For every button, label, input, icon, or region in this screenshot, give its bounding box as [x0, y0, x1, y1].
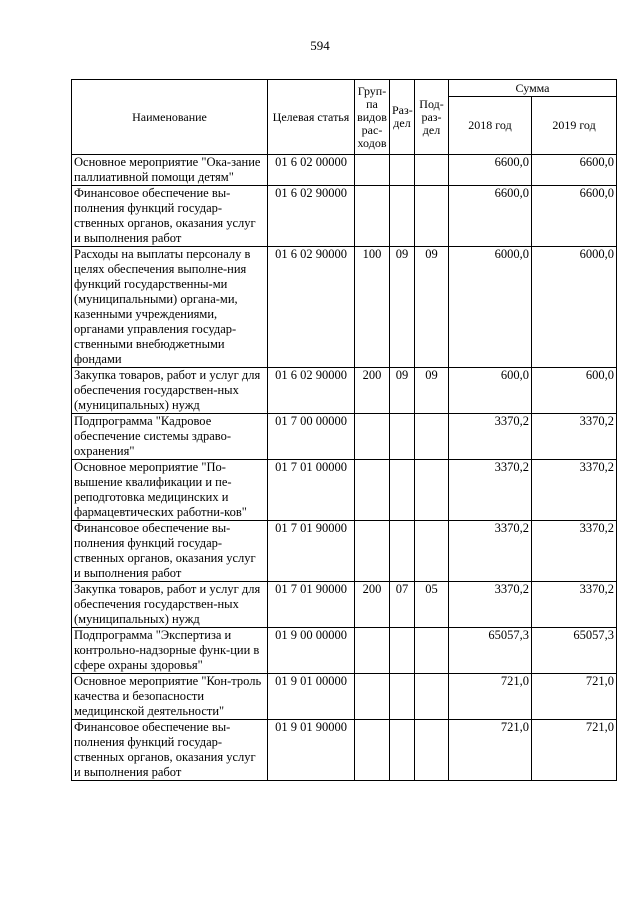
cell-target-code: 01 6 02 90000 — [268, 368, 355, 414]
table-row — [72, 674, 617, 720]
cell-target-code: 01 9 00 00000 — [268, 628, 355, 674]
table-row — [72, 521, 617, 582]
cell-sum-2019: 65057,3 — [532, 628, 617, 674]
cell-target-code: 01 6 02 90000 — [268, 247, 355, 368]
cell-sum-2018: 6600,0 — [449, 186, 532, 247]
header-razdel: Раз-дел — [390, 80, 415, 155]
cell-target-code: 01 7 01 90000 — [268, 582, 355, 628]
cell-sum-2019: 600,0 — [532, 368, 617, 414]
cell-podrazdel — [415, 674, 449, 720]
cell-name: Финансовое обеспечение вы-полнения функций государ-ственных органов, оказания услуг и выполнения работ — [72, 720, 268, 781]
header-vid: Груп-па видов рас-ходов — [355, 80, 390, 155]
cell-vid — [355, 628, 390, 674]
cell-sum-2019: 3370,2 — [532, 582, 617, 628]
cell-sum-2019: 6600,0 — [532, 186, 617, 247]
cell-podrazdel — [415, 720, 449, 781]
cell-razdel — [390, 155, 415, 186]
cell-target-code: 01 7 01 00000 — [268, 460, 355, 521]
cell-sum-2018: 3370,2 — [449, 414, 532, 460]
cell-podrazdel — [415, 521, 449, 582]
cell-vid — [355, 155, 390, 186]
cell-razdel — [390, 628, 415, 674]
table-row — [72, 720, 617, 781]
cell-razdel: 09 — [390, 247, 415, 368]
cell-podrazdel — [415, 414, 449, 460]
cell-sum-2018: 6000,0 — [449, 247, 532, 368]
cell-target-code: 01 9 01 00000 — [268, 674, 355, 720]
cell-sum-2018: 65057,3 — [449, 628, 532, 674]
cell-target-code: 01 7 00 00000 — [268, 414, 355, 460]
cell-sum-2018: 3370,2 — [449, 582, 532, 628]
table-row — [72, 582, 617, 628]
cell-name: Расходы на выплаты персоналу в целях обеспечения выполне-ния функций государственны-ми (муниципальными) органа-ми, казенными учреждениями, органами управления государ-ственными внебюджетными фондами — [72, 247, 268, 368]
cell-razdel: 09 — [390, 368, 415, 414]
cell-vid — [355, 674, 390, 720]
cell-vid — [355, 414, 390, 460]
header-podrazdel: Под-раз-дел — [415, 80, 449, 155]
cell-podrazdel: 09 — [415, 247, 449, 368]
cell-sum-2018: 721,0 — [449, 674, 532, 720]
cell-name: Основное мероприятие "Кон-троль качества и безопасности медицинской деятельности" — [72, 674, 268, 720]
cell-razdel — [390, 414, 415, 460]
cell-razdel — [390, 720, 415, 781]
cell-vid — [355, 521, 390, 582]
table-row — [72, 247, 617, 368]
table-body — [72, 155, 617, 781]
cell-sum-2019: 721,0 — [532, 674, 617, 720]
cell-name: Закупка товаров, работ и услуг для обеспечения государствен-ных (муниципальных) нужд — [72, 368, 268, 414]
cell-vid — [355, 186, 390, 247]
table-row — [72, 414, 617, 460]
table-row — [72, 368, 617, 414]
cell-razdel — [390, 460, 415, 521]
cell-podrazdel — [415, 628, 449, 674]
cell-name: Подпрограмма "Экспертиза и контрольно-надзорные функ-ции в сфере охраны здоровья" — [72, 628, 268, 674]
table-row — [72, 628, 617, 674]
cell-razdel: 07 — [390, 582, 415, 628]
table-row — [72, 186, 617, 247]
budget-table — [71, 79, 617, 781]
cell-razdel — [390, 521, 415, 582]
table-row — [72, 460, 617, 521]
header-year-2018: 2018 год — [449, 97, 532, 155]
cell-sum-2019: 3370,2 — [532, 414, 617, 460]
cell-sum-2018: 3370,2 — [449, 460, 532, 521]
cell-vid: 200 — [355, 582, 390, 628]
cell-name: Финансовое обеспечение вы-полнения функций государ-ственных органов, оказания услуг и выполнения работ — [72, 521, 268, 582]
cell-target-code: 01 9 01 90000 — [268, 720, 355, 781]
header-summa: Сумма — [449, 80, 617, 97]
cell-podrazdel — [415, 460, 449, 521]
cell-podrazdel: 09 — [415, 368, 449, 414]
header-target: Целевая статья — [268, 80, 355, 155]
page-number: 594 — [310, 38, 330, 53]
header-name: Наименование — [72, 80, 268, 155]
cell-sum-2019: 6000,0 — [532, 247, 617, 368]
cell-name: Закупка товаров, работ и услуг для обеспечения государствен-ных (муниципальных) нужд — [72, 582, 268, 628]
table-row — [72, 155, 617, 186]
cell-sum-2019: 721,0 — [532, 720, 617, 781]
cell-name: Финансовое обеспечение вы-полнения функций государ-ственных органов, оказания услуг и выполнения работ — [72, 186, 268, 247]
cell-sum-2018: 6600,0 — [449, 155, 532, 186]
cell-sum-2018: 721,0 — [449, 720, 532, 781]
cell-sum-2019: 3370,2 — [532, 521, 617, 582]
cell-target-code: 01 6 02 00000 — [268, 155, 355, 186]
cell-name: Основное мероприятие "Ока-зание паллиативной помощи детям" — [72, 155, 268, 186]
cell-sum-2019: 6600,0 — [532, 155, 617, 186]
cell-sum-2018: 600,0 — [449, 368, 532, 414]
cell-sum-2018: 3370,2 — [449, 521, 532, 582]
cell-sum-2019: 3370,2 — [532, 460, 617, 521]
cell-razdel — [390, 186, 415, 247]
cell-name: Основное мероприятие "По-вышение квалификации и пе-реподготовка медицинских и фармацевтических работни-ков" — [72, 460, 268, 521]
cell-vid — [355, 460, 390, 521]
cell-target-code: 01 7 01 90000 — [268, 521, 355, 582]
cell-vid — [355, 720, 390, 781]
cell-target-code: 01 6 02 90000 — [268, 186, 355, 247]
cell-vid: 100 — [355, 247, 390, 368]
cell-name: Подпрограмма "Кадровое обеспечение системы здраво-охранения" — [72, 414, 268, 460]
cell-razdel — [390, 674, 415, 720]
cell-podrazdel: 05 — [415, 582, 449, 628]
cell-vid: 200 — [355, 368, 390, 414]
cell-podrazdel — [415, 155, 449, 186]
cell-podrazdel — [415, 186, 449, 247]
header-year-2019: 2019 год — [532, 97, 617, 155]
